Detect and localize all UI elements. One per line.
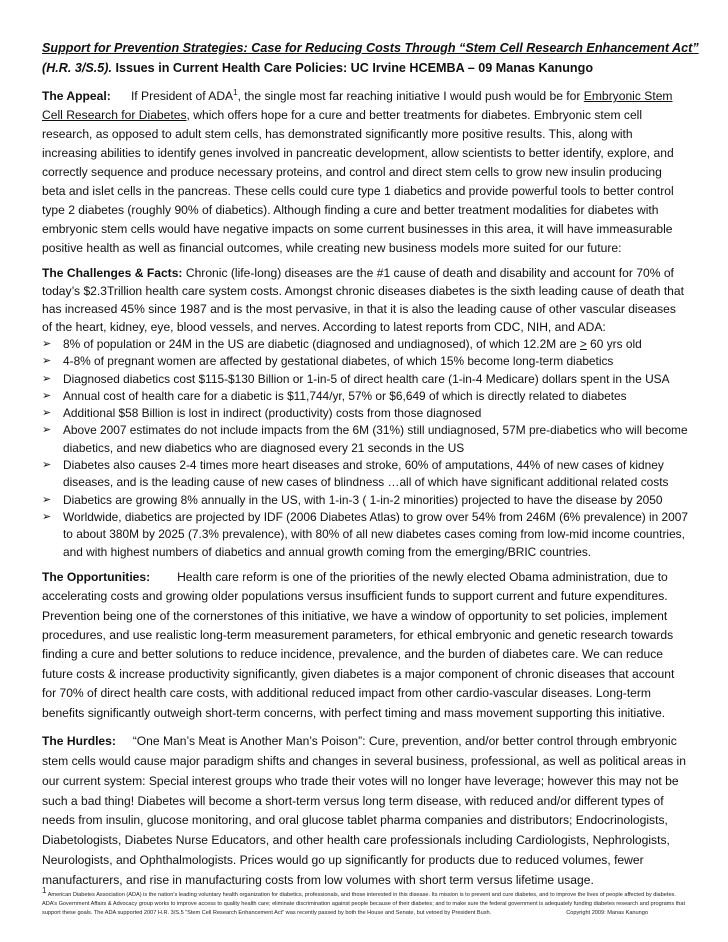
arrow-bullet-icon: ➢: [42, 493, 52, 506]
facts-list: [42, 336, 688, 561]
copyright-notice: Copyright 2009: Manas Kanungo: [566, 909, 648, 916]
challenges-heading: The Challenges & Facts:: [42, 266, 183, 280]
bullet-text: Annual cost of health care for a diabetic is $11,744/yr, 57% or $6,649 of which is directly related to diabetes: [63, 388, 627, 403]
challenges-paragraph: [42, 264, 688, 336]
bullet-text: Worldwide, diabetics are projected by IDF (2006 Diabetes Atlas) to grow over 54% from 246M (6% prevalence) in 2007 to about 380M by 2025 (7.3% prevalence), with 80% of all new diabetes cases coming from low-mid income countries, and with highest numbers of diabetics and annual growth coming from the emerging/BRIC countries.: [63, 509, 689, 559]
bullet-text: Diabetics are growing 8% annually in the US, with 1-in-3 ( 1-in-2 minorities) projected to have the disease by 2050: [63, 492, 663, 507]
arrow-bullet-icon: ➢: [42, 389, 52, 402]
arrow-bullet-icon: ➢: [42, 510, 52, 523]
list-item: [42, 371, 688, 388]
appeal-mid: , the single most far reaching initiative I would push would be for: [237, 89, 584, 103]
author-name: Manas Kanungo: [495, 61, 594, 75]
appeal-heading: The Appeal:: [42, 89, 111, 103]
list-item: [42, 422, 688, 457]
list-item: [42, 336, 688, 353]
arrow-bullet-icon: ➢: [42, 407, 52, 420]
document-subtitle: [42, 58, 688, 79]
opportunities-paragraph: [42, 568, 688, 723]
bullet-text: Above 2007 estimates do not include impacts from the 6M (31%) still undiagnosed, 57M pre-diabetics who will become diabetics, and new diabetics who are diagnosed every 21 seconds in the US: [63, 423, 688, 455]
bullet-text: Diabetes also causes 2-4 times more heart diseases and stroke, 60% of amputations, 44% of new cases of kidney diseases, and is the leading cause of new cases of blindness …all of which have significant additional related costs: [63, 458, 669, 490]
footnote-marker: 1: [42, 886, 47, 896]
appeal-paragraph: [42, 87, 688, 258]
bullet-text: 8% of population or 24M in the US are diabetic (diagnosed and undiagnosed), of which 12.2M are: [63, 337, 580, 351]
footnote-reference: 1: [233, 87, 238, 97]
footnote-text: American Diabetes Association (ADA) is the nation’s leading voluntary health organization for diabetics, professionals, and those interested in this disease. Its mission is to prevent and cure diabetes, and to improve the lives of people affected by diabetes. ADA’s Government Affairs & Advocacy group works to improve access to quality health care; eliminate discrimination against people because of their diabetes; and to make sure the federal government is adequately funding diabetes research and programs that support these goals. The ADA supported 2007 H.R. 3/S.5 “Stem Cell Research Enhancement Act” was recently passed by both the House and Senate, but vetoed by President Bush.: [42, 892, 686, 916]
subtitle-text: Issues in Current Health Care Policies: UC Irvine HCEMBA – 09: [111, 61, 496, 75]
arrow-bullet-icon: ➢: [42, 372, 52, 385]
arrow-bullet-icon: ➢: [42, 459, 52, 472]
hurdles-body: “One Man’s Meat is Another Man’s Poison”: Cure, prevention, and/or better control through embryonic stem cells would cause major paradigm shifts and changes in several business, professional, as well as political areas in our current system: Special interest groups who trade their votes will no longer have leverage; however this may not be such a bad thing! Diabetes will become a short-term versus long term disease, with reduced and/or different types of needs from insulin, glucose monitoring, and oral glucose tablet pharma companies and distributors; Endocrinologists, Diabetologists, Diabetes Nurse Educators, and other health care professionals including Cardiologists, Nephrologists, Neurologists, and Ophthalmologists. Prices would go up significantly for products due to reduced volumes, fewer manufacturers, and rise in manufacturing costs from low volumes with short term versus lifetime usage.: [42, 734, 686, 887]
list-item: [42, 388, 688, 405]
bullet-text: Additional $58 Billion is lost in indirect (productivity) costs from those diagnosed: [63, 406, 482, 421]
list-item: [42, 353, 688, 370]
list-item: [42, 457, 688, 492]
bullet-text: Diagnosed diabetics cost $115-$130 Billion or 1-in-5 of direct health care (1-in-4 Medicare) dollars spent in the USA: [63, 371, 670, 386]
hurdles-heading: The Hurdles:: [42, 734, 116, 749]
document-page: [42, 38, 699, 917]
bill-number: (H.R. 3/S.5).: [42, 61, 112, 75]
appeal-intro: If President of ADA: [130, 89, 234, 103]
challenges-body: Chronic (life-long) diseases are the #1 cause of death and disability and account for 70% of today’s $2.3Trillion health care system costs. Amongst chronic diseases diabetes is the sixth leading cause of death that has increased 45% since 1987 and is the most pervasive, in that it is also the leading cause of other vascular diseases of the heart, kidney, eye, blood vessels, and nerves. According to latest reports from CDC, NIH, and ADA:: [42, 266, 684, 334]
hurdles-paragraph: [42, 732, 688, 890]
greater-equal-symbol: >: [579, 337, 587, 351]
arrow-bullet-icon: ➢: [42, 338, 52, 350]
appeal-body: , which offers hope for a cure and better treatments for diabetes. Embryonic stem cell research, as opposed to adult stem cells, has demonstrated significantly more positive results. This, along with increasing abilities to identify genes involved in pancreatic development, allow scientists to better identify, explore, and correctly sequence and produce necessary proteins, and control and direct stem cells to grow new insulin producing beta and islet cells in the pancreas. These cells could cure type 1 diabetics and provide powerful tools to better control type 2 diabetes (roughly 90% of diabetics). Although finding a cure and better treatment modalities for diabetes with embryonic stem cells would have negative impacts on some current businesses in this area, it will have immeasurable positive health as well as financial outcomes, while creating new business models more suited for our future:: [42, 108, 674, 255]
bullet-text: 60 yrs old: [586, 337, 642, 351]
opportunities-heading: The Opportunities:: [42, 569, 151, 584]
appeal-underlined-phrase: Embryonic Stem Cell Research for Diabetes: [42, 89, 673, 122]
bullet-text: 4-8% of pregnant women are affected by gestational diabetes, of which 15% become long-term diabetics: [63, 354, 614, 369]
list-item: [42, 492, 688, 509]
list-item: [42, 405, 688, 422]
list-item: [42, 509, 688, 561]
arrow-bullet-icon: ➢: [42, 355, 52, 368]
opportunities-body: Health care reform is one of the priorities of the newly elected Obama administration, due to accelerating costs and growing older populations versus insufficient funds to support current and future expenditures. Prevention being one of the cornerstones of this initiative, we have a window of opportunity to set policies, implement procedures, and use realistic long-term measurement parameters, for ethical embryonic and genetic research towards finding a cure and better solutions to reduce incidence, prevalence, and the burden of diabetes care. We can reduce future costs & increase productivity significantly, given diabetes is a major component of chronic diseases that account for 70% of direct health care costs, with additional reduced impact from other cardio-vascular diseases. Long-term benefits significantly outweigh short-term concerns, with perfect timing and mass movement supporting this initiative.: [42, 569, 675, 720]
arrow-bullet-icon: ➢: [42, 424, 52, 437]
document-title: Support for Prevention Strategies: Case for Reducing Costs Through “Stem Cell Research Enhancement Act”: [42, 41, 699, 55]
footnote: [42, 886, 688, 917]
